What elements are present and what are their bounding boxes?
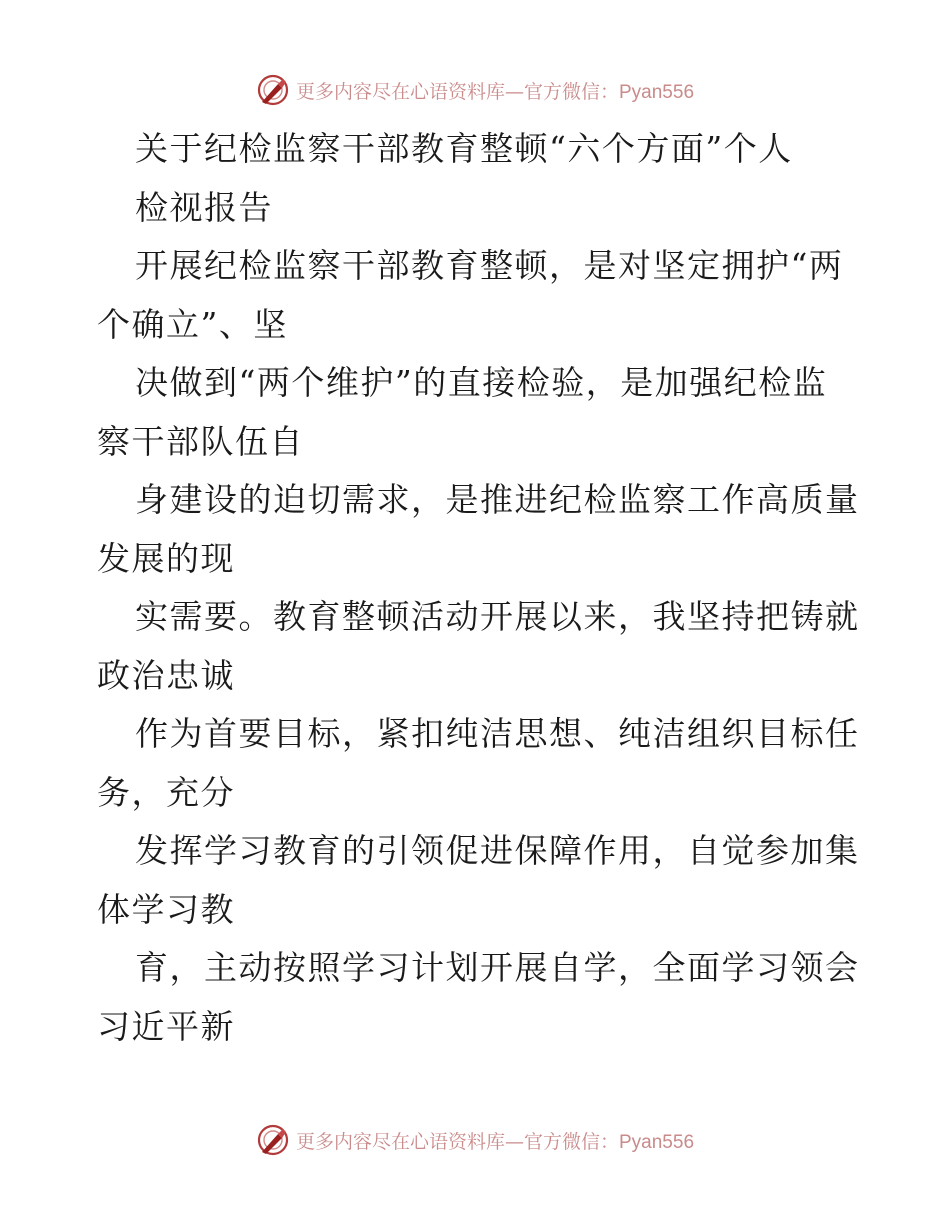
footer-watermark: [0, 1120, 950, 1160]
paragraph-line: 开展纪检监察干部教育整顿，是对坚定拥护“两: [135, 246, 844, 285]
paragraph-line: 育，主动按照学习计划开展自学，全面学习领会: [135, 948, 860, 987]
watermark-handle: Pyan556: [619, 81, 695, 103]
paragraph-line: 务，充分: [97, 772, 235, 812]
document-title-line: 关于纪检监察干部教育整顿“六个方面”个人: [135, 129, 793, 168]
paragraph-line: 个确立”、坚: [97, 304, 288, 344]
paragraph-line: 作为首要目标，紧扣纯洁思想、纯洁组织目标任: [135, 714, 860, 753]
document-body: [97, 120, 860, 1056]
paragraph-line: 发挥学习教育的引领促进保障作用，自觉参加集: [135, 831, 860, 870]
paragraph-line: 检视报告: [135, 187, 273, 227]
paragraph-line: 决做到“两个维护”的直接检验，是加强纪检监: [135, 363, 828, 402]
pen-nib-logo-icon: [256, 73, 290, 107]
paragraph-line: 实需要。教育整顿活动开展以来，我坚持把铸就: [135, 597, 860, 636]
paragraph-line: 发展的现: [97, 538, 235, 578]
watermark-handle: Pyan556: [619, 1131, 695, 1153]
pen-nib-logo-icon: [256, 1123, 290, 1157]
watermark-text: 更多内容尽在心语资料库—官方微信：Pyan556: [295, 1130, 695, 1153]
paragraph-line: 体学习教: [97, 889, 235, 929]
paragraph-line: 察干部队伍自: [97, 421, 304, 461]
watermark-text: 更多内容尽在心语资料库—官方微信：Pyan556: [295, 80, 695, 103]
header-watermark: [0, 70, 950, 110]
paragraph-line: 身建设的迫切需求，是推进纪检监察工作高质量: [135, 480, 860, 519]
paragraph-line: 习近平新: [97, 1006, 235, 1046]
paragraph-line: 政治忠诚: [97, 655, 235, 695]
